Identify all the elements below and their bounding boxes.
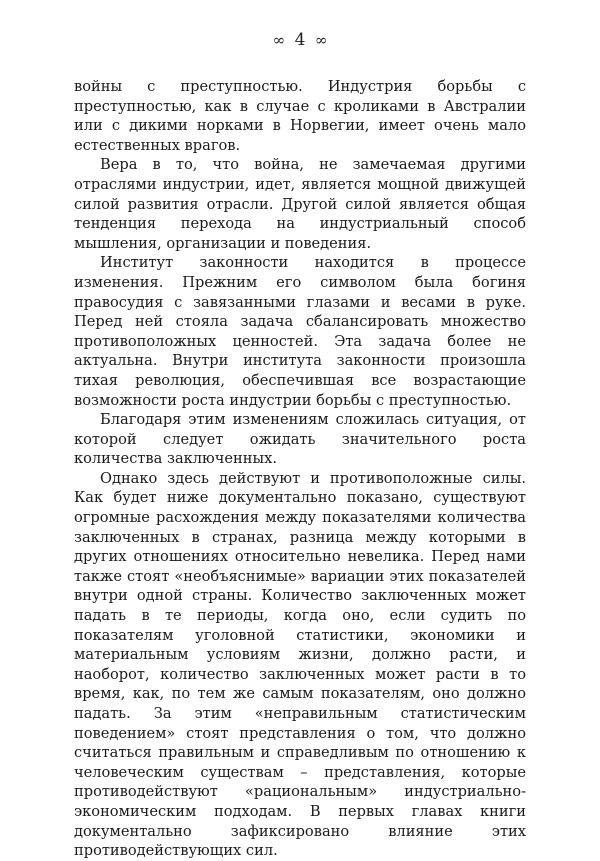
- page-body: [74, 77, 526, 861]
- ornament-right-icon: ∞: [314, 31, 328, 49]
- ornament-left-icon: ∞: [272, 31, 286, 49]
- page-header: [0, 30, 600, 50]
- paragraph: Вера в то, что война, не замечаемая другими отраслями индустрии, идет, является мощной движущей силой развития отрасли. Другой силой является общая тенденция перехода на индустриальный способ мышления, организации и поведения.: [74, 156, 526, 252]
- paragraph: Институт законности находится в процессе изменения. Прежним его символом была богиня правосудия с завязанными глазами и весами в руке. Перед ней стояла задача сбалансировать множество противоположных ценностей. Эта задача более не актуальна. Внутри института законности произошла тихая революция, обеспечившая все возрастающие возможности роста индустрии борьбы с преступностью.: [74, 254, 526, 409]
- paragraph: Однако здесь действуют и противоположные силы. Как будет ниже документально показано, существуют огромные расхождения между показателями количества заключенных в странах, разница между которыми в других отношениях относительно невелика. Перед нами также стоят «необъяснимые» вариации этих показателей внутри одной страны. Количество заключенных может падать в те периоды, когда оно, если судить по показателям уголовной статистики, экономики и материальным условиям жизни, должно расти, и наоборот, количество заключенных может расти в то время, как, по тем же самым показателям, оно должно падать. За этим «неправильным статистическим поведением» стоят представления о том, что должно считаться правильным и справедливым по отношению к человеческим существам – представления, которые противодействуют «рациональным» индустриально-экономическим подходам. В первых главах книги документально зафиксировано влияние этих противодействующих сил.: [74, 469, 526, 860]
- paragraph: Благодаря этим изменениям сложилась ситуация, от которой следует ожидать значительного роста количества заключенных.: [74, 411, 526, 468]
- page-number: 4: [294, 30, 306, 50]
- paragraph: войны с преступностью. Индустрия борьбы с преступностью, как в случае с кроликами в Австралии или с дикими норками в Норвегии, имеет очень мало естественных врагов.: [74, 78, 526, 154]
